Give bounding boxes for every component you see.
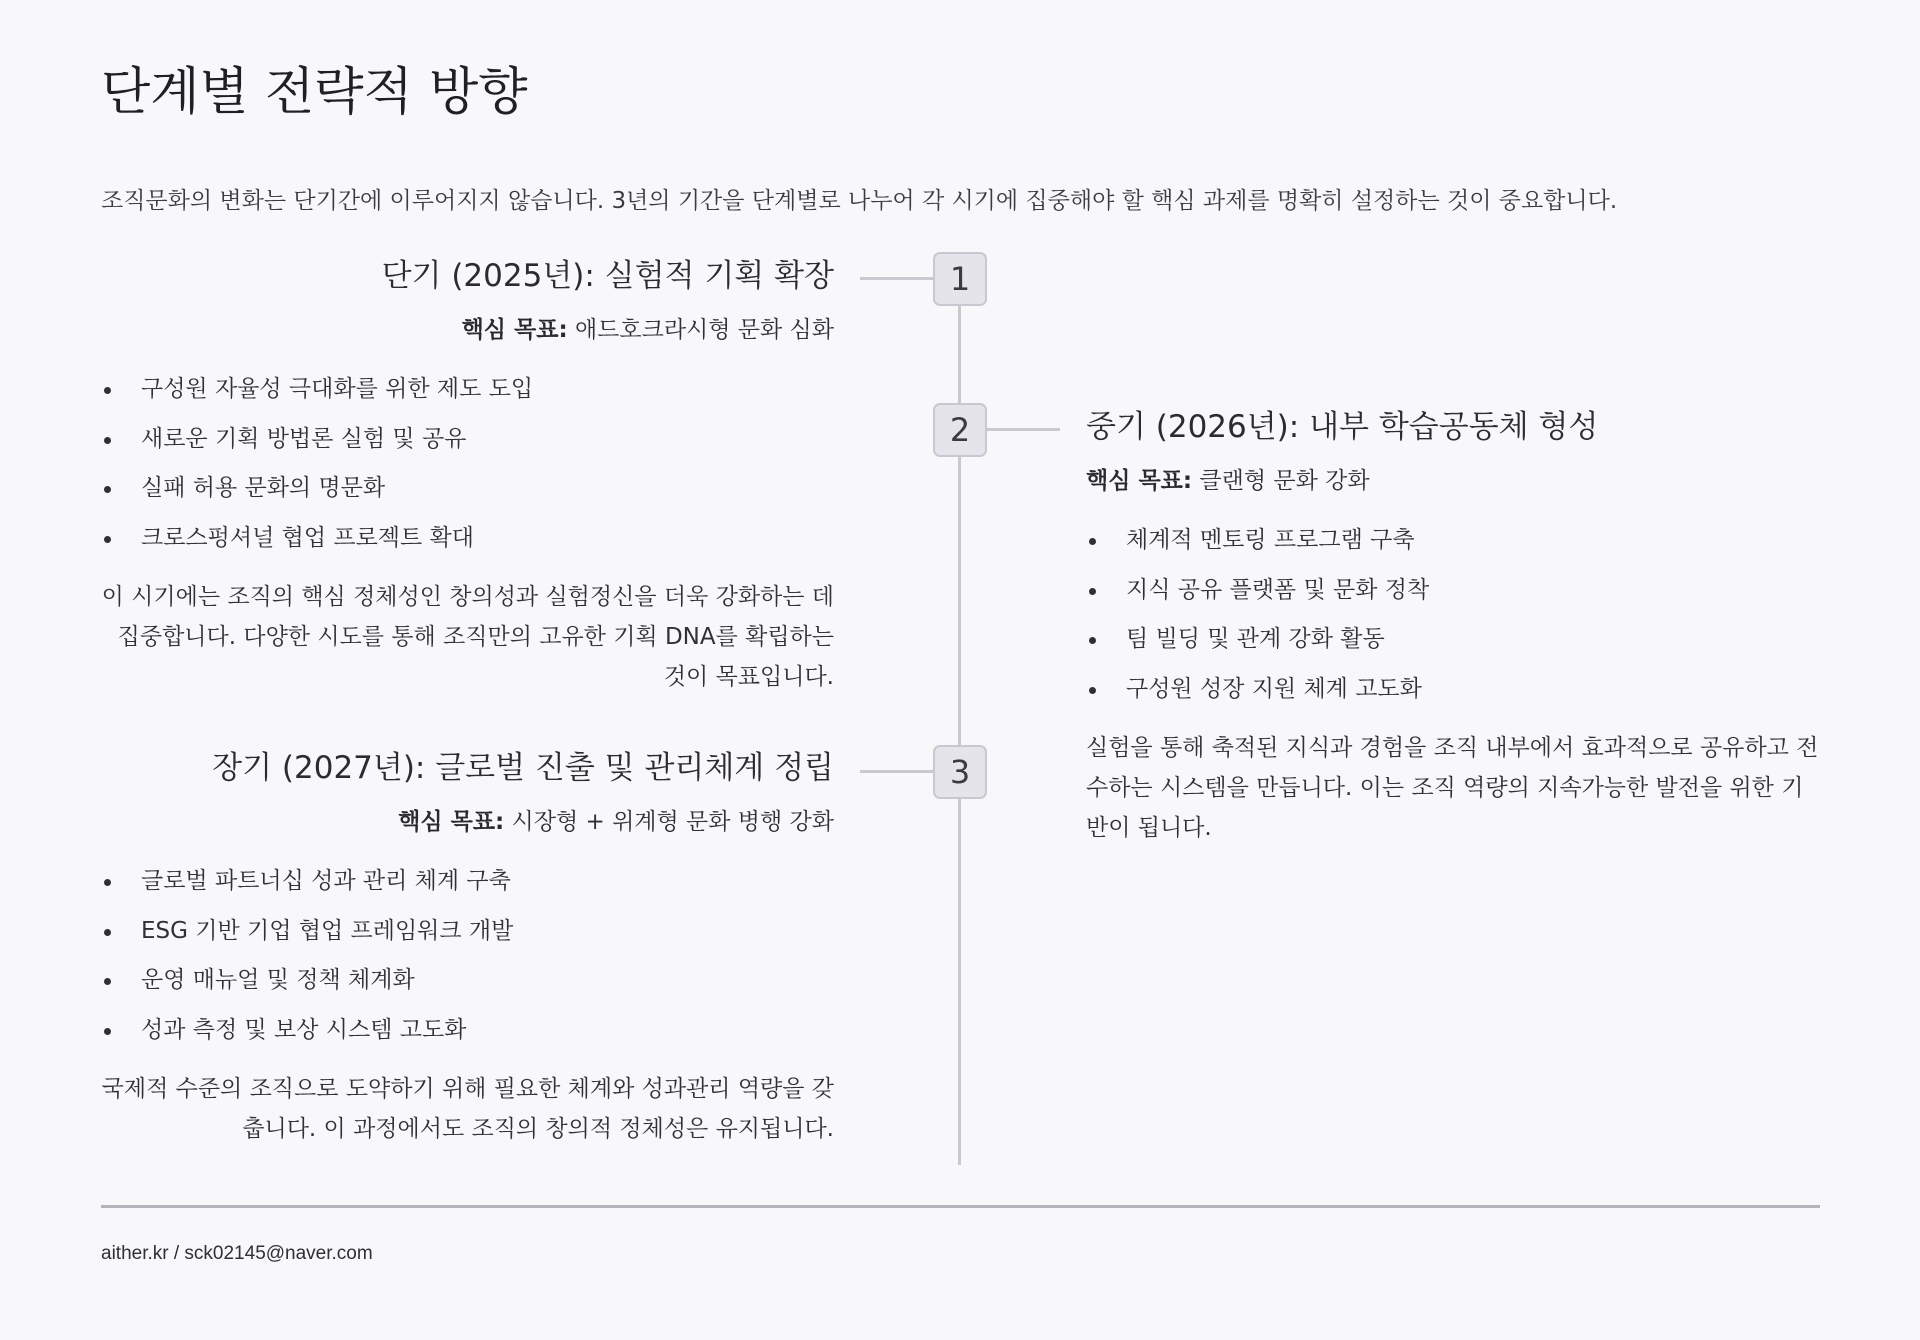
phase-2-marker: 2 bbox=[933, 403, 987, 457]
phase-3-task-list bbox=[101, 857, 834, 1055]
phase-3-goal-label: 핵심 목표: bbox=[398, 809, 505, 835]
phase-1-goal-text: 애드호크라시형 문화 심화 bbox=[574, 317, 834, 343]
phase-1-task-list bbox=[101, 365, 834, 563]
phase-3-title: 장기 (2027년): 글로벌 진출 및 관리체계 정립 bbox=[212, 750, 834, 786]
phase-2-goal-text: 클랜형 문화 강화 bbox=[1199, 468, 1370, 494]
phase-3-marker: 3 bbox=[933, 745, 987, 799]
list-item: 팀 빌딩 및 관계 강화 활동 bbox=[1086, 615, 1819, 665]
list-item: 지식 공유 플랫폼 및 문화 정착 bbox=[1086, 566, 1819, 616]
footer-contact: aither.kr / sck02145@naver.com bbox=[101, 1243, 373, 1264]
phase-2-description: 실험을 통해 축적된 지식과 경험을 조직 내부에서 효과적으로 공유하고 전수하는 시스템을 만듭니다. 이는 조직 역량의 지속가능한 발전을 위한 기반이 됩니다. bbox=[1086, 735, 1819, 841]
footer-divider bbox=[101, 1205, 1820, 1208]
phase-1-goal-label: 핵심 목표: bbox=[461, 317, 568, 343]
phase-3-connector bbox=[860, 770, 934, 773]
phase-3-goal-text: 시장형 + 위계형 문화 병행 강화 bbox=[511, 809, 834, 835]
phase-1-goal bbox=[101, 313, 834, 347]
phase-1-description: 이 시기에는 조직의 핵심 정체성인 창의성과 실험정신을 더욱 강화하는 데 집중합니다. 다양한 시도를 통해 조직만의 고유한 기획 DNA를 확립하는 것이 목표입니다. bbox=[101, 584, 834, 690]
list-item: 크로스펑셔널 협업 프로젝트 확대 bbox=[101, 514, 834, 564]
phase-3-card bbox=[101, 747, 834, 1149]
list-item: 구성원 성장 지원 체계 고도화 bbox=[1086, 665, 1819, 715]
intro-paragraph: 조직문화의 변화는 단기간에 이루어지지 않습니다. 3년의 기간을 단계별로 나누어 각 시기에 집중해야 할 핵심 과제를 명확히 설정하는 것이 중요합니다. bbox=[101, 188, 1618, 214]
list-item: ESG 기반 기업 협업 프레임워크 개발 bbox=[101, 907, 834, 957]
phase-1-connector bbox=[860, 277, 934, 280]
phase-3-goal bbox=[101, 805, 834, 839]
phase-2-title: 중기 (2026년): 내부 학습공동체 형성 bbox=[1086, 409, 1599, 445]
list-item: 성과 측정 및 보상 시스템 고도화 bbox=[101, 1006, 834, 1056]
list-item: 글로벌 파트너십 성과 관리 체계 구축 bbox=[101, 857, 834, 907]
phase-2-card bbox=[1086, 406, 1819, 848]
list-item: 운영 매뉴얼 및 정책 체계화 bbox=[101, 956, 834, 1006]
phase-3-description: 국제적 수준의 조직으로 도약하기 위해 필요한 체계와 성과관리 역량을 갖춥니다. 이 과정에서도 조직의 창의적 정체성은 유지됩니다. bbox=[101, 1076, 834, 1142]
list-item: 구성원 자율성 극대화를 위한 제도 도입 bbox=[101, 365, 834, 415]
phase-1-card bbox=[101, 255, 834, 697]
phase-1-title: 단기 (2025년): 실험적 기획 확장 bbox=[381, 258, 834, 294]
phase-2-connector bbox=[986, 428, 1060, 431]
phase-2-goal-label: 핵심 목표: bbox=[1086, 468, 1193, 494]
page-title: 단계별 전략적 방향 bbox=[101, 63, 528, 122]
list-item: 실패 허용 문화의 명문화 bbox=[101, 464, 834, 514]
list-item: 새로운 기획 방법론 실험 및 공유 bbox=[101, 415, 834, 465]
phase-1-marker: 1 bbox=[933, 252, 987, 306]
phase-2-goal bbox=[1086, 464, 1819, 498]
phase-2-task-list bbox=[1086, 516, 1819, 714]
list-item: 체계적 멘토링 프로그램 구축 bbox=[1086, 516, 1819, 566]
